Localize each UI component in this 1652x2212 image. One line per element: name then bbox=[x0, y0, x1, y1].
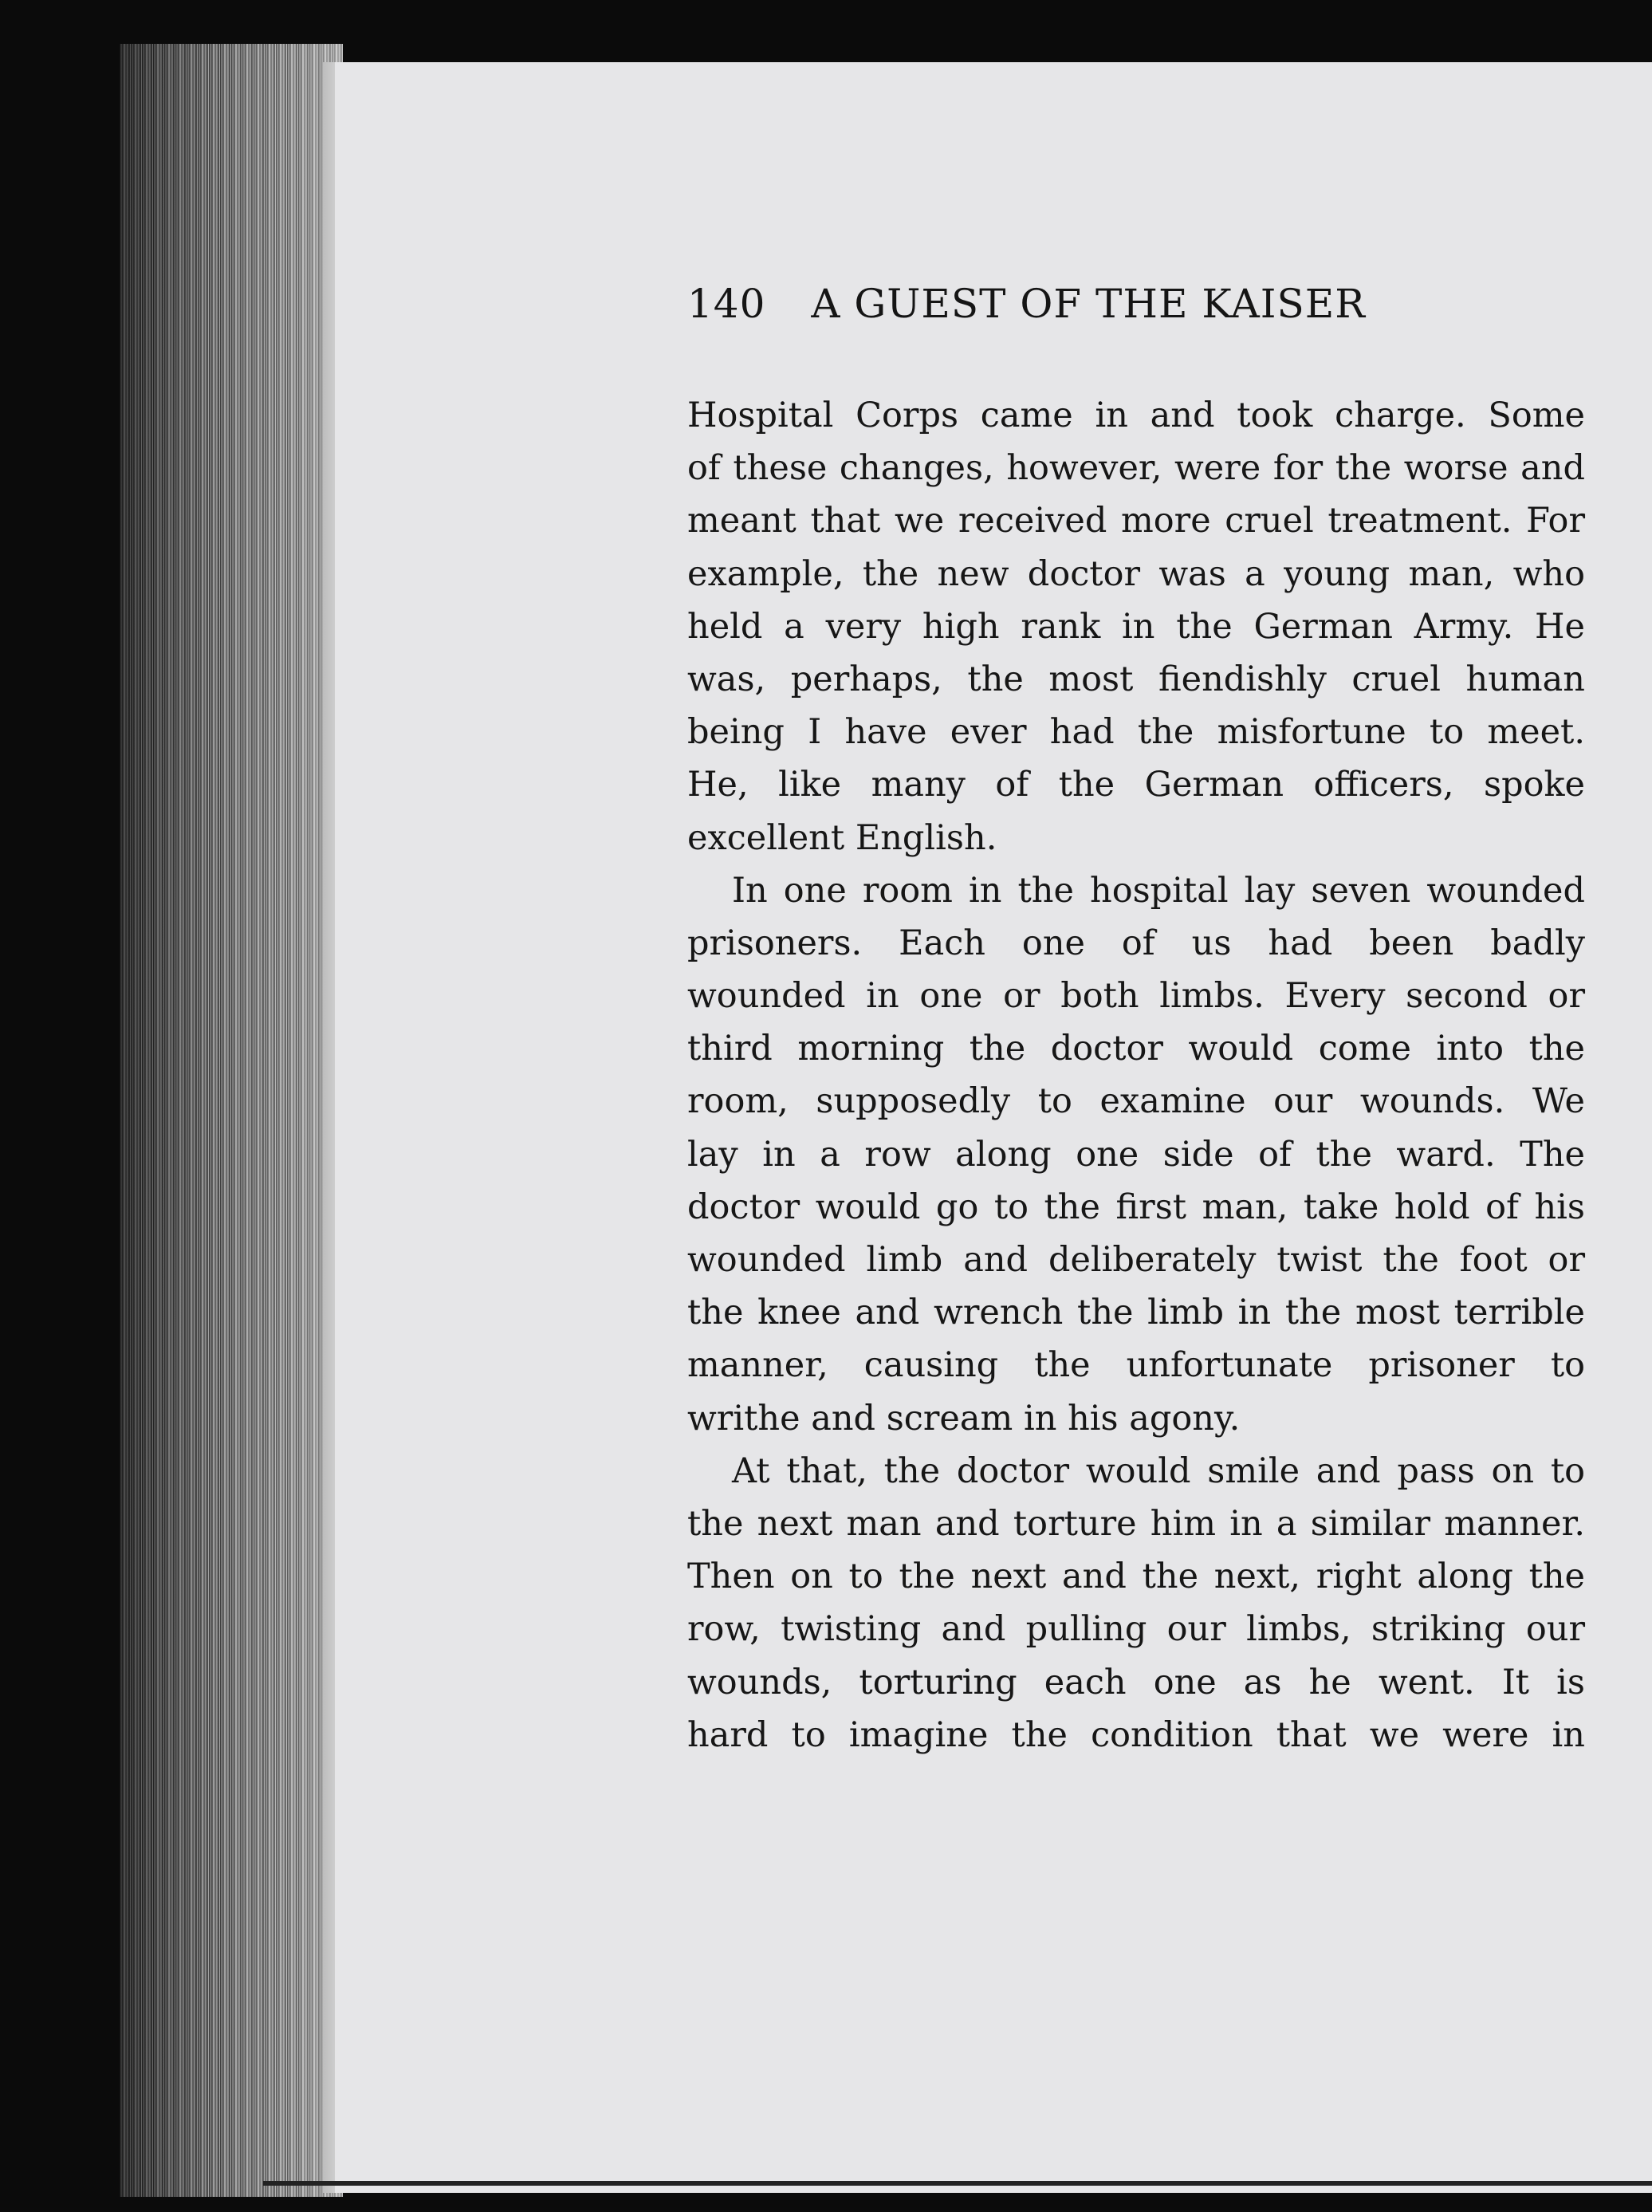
text-line: meant that we received more cruel treatment. For bbox=[687, 501, 1585, 541]
text-line: held a very high rank in the German Army. He bbox=[687, 606, 1585, 647]
page-number: 140 bbox=[687, 281, 766, 327]
text-line: row, twisting and pulling our limbs, striking our bbox=[687, 1609, 1585, 1650]
paragraph bbox=[687, 864, 1585, 1445]
text-line: excellent English. bbox=[687, 817, 997, 858]
text-line: Then on to the next and the next, right along the bbox=[687, 1557, 1585, 1597]
text-line: the next man and torture him in a similar manner. bbox=[687, 1503, 1585, 1544]
text-line: Hospital Corps came in and took charge. Some bbox=[687, 396, 1585, 435]
text-line: writhe and scream in his agony. bbox=[687, 1398, 1241, 1439]
book-bottom-edge bbox=[263, 2181, 1652, 2186]
text-line: third morning the doctor would come into the bbox=[687, 1029, 1585, 1069]
text-line: hard to imagine the condition that we were in bbox=[687, 1714, 1585, 1755]
text-line: prisoners. Each one of us had been badly bbox=[687, 923, 1585, 963]
text-line: wounded in one or both limbs. Every second or bbox=[687, 976, 1585, 1017]
text-line: example, the new doctor was a young man, who bbox=[687, 553, 1585, 594]
text-line: wounded limb and deliberately twist the foot or bbox=[687, 1240, 1585, 1280]
text-line: doctor would go to the first man, take hold of his bbox=[687, 1187, 1585, 1227]
text-line: In one room in the hospital lay seven wounded bbox=[732, 870, 1585, 911]
paragraph bbox=[687, 389, 1585, 864]
text-line: wounds, torturing each one as he went. It is bbox=[687, 1662, 1585, 1702]
text-line: of these changes, however, were for the worse and bbox=[687, 448, 1585, 489]
book-page-edges bbox=[120, 44, 343, 2197]
text-line: being I have ever had the misfortune to meet. bbox=[687, 712, 1585, 753]
paragraph bbox=[687, 1445, 1585, 1761]
text-line: At that, the doctor would smile and pass on to bbox=[732, 1450, 1585, 1491]
text-line: lay in a row along one side of the ward. The bbox=[687, 1134, 1585, 1175]
running-head bbox=[687, 281, 1485, 327]
text-line: was, perhaps, the most fiendishly cruel human bbox=[687, 659, 1585, 699]
text-line: room, supposedly to examine our wounds. We bbox=[687, 1081, 1585, 1122]
text-line: He, like many of the German officers, spoke bbox=[687, 765, 1585, 805]
body-text bbox=[687, 389, 1585, 1761]
text-line: manner, causing the unfortunate prisoner to bbox=[687, 1345, 1585, 1386]
text-line: the knee and wrench the limb in the most terrible bbox=[687, 1293, 1585, 1333]
running-title: A GUEST OF THE KAISER bbox=[811, 281, 1366, 327]
